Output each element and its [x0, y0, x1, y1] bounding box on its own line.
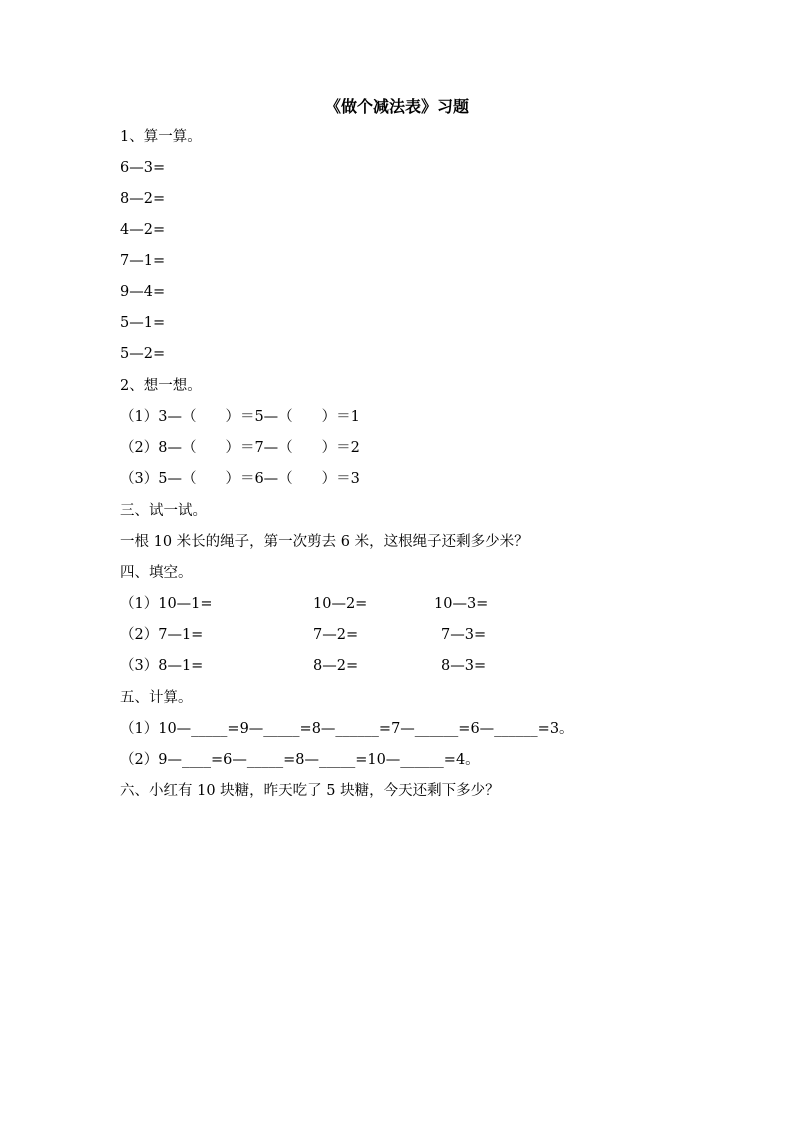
s1-item-2: 8—2=	[120, 191, 166, 207]
s3-question: 一根 10 米长的绳子，第一次剪去 6 米，这根绳子还剩多少米？	[120, 534, 529, 550]
s2-item-1: （1）3—（ ）＝5—（ ）＝1	[120, 409, 360, 425]
section-1-heading: 1、算一算。	[120, 129, 202, 145]
page-title: 《做个减法表》习题	[324, 97, 469, 116]
s4-row-1-col-2: 10—2=	[313, 596, 368, 612]
s1-item-7: 5—2=	[120, 346, 166, 362]
s4-row-1-col-3: 10—3=	[434, 596, 489, 612]
section-5-heading: 五、计算。	[120, 690, 193, 706]
s4-row-2-col-2: 7—2=	[313, 627, 359, 643]
s5-item-1: （1）10—_____=9—_____=8—______=7—______=6—______=3。	[120, 721, 574, 737]
s2-item-3: （3）5—（ ）＝6—（ ）＝3	[120, 471, 360, 487]
s4-row-2-col-3: 7—3=	[441, 627, 487, 643]
s1-item-6: 5—1=	[120, 315, 166, 331]
s1-item-1: 6—3=	[120, 160, 166, 176]
section-6-heading: 六、小红有 10 块糖，昨天吃了 5 块糖，今天还剩下多少？	[120, 783, 500, 799]
section-3-heading: 三、试一试。	[120, 503, 207, 519]
s1-item-3: 4—2=	[120, 222, 166, 238]
s4-row-2-col-1: （2）7—1=	[120, 627, 204, 643]
s4-row-3-col-2: 8—2=	[313, 658, 359, 674]
s5-item-2: （2）9—____=6—_____=8—_____=10—______=4。	[120, 752, 480, 768]
s1-item-5: 9—4=	[120, 284, 166, 300]
s4-row-1-col-1: （1）10—1=	[120, 596, 213, 612]
s4-row-3-col-3: 8—3=	[441, 658, 487, 674]
s1-item-4: 7—1=	[120, 253, 166, 269]
section-2-heading: 2、想一想。	[120, 378, 202, 394]
section-4-heading: 四、填空。	[120, 565, 193, 581]
s4-row-3-col-1: （3）8—1=	[120, 658, 204, 674]
s2-item-2: （2）8—（ ）＝7—（ ）＝2	[120, 440, 360, 456]
